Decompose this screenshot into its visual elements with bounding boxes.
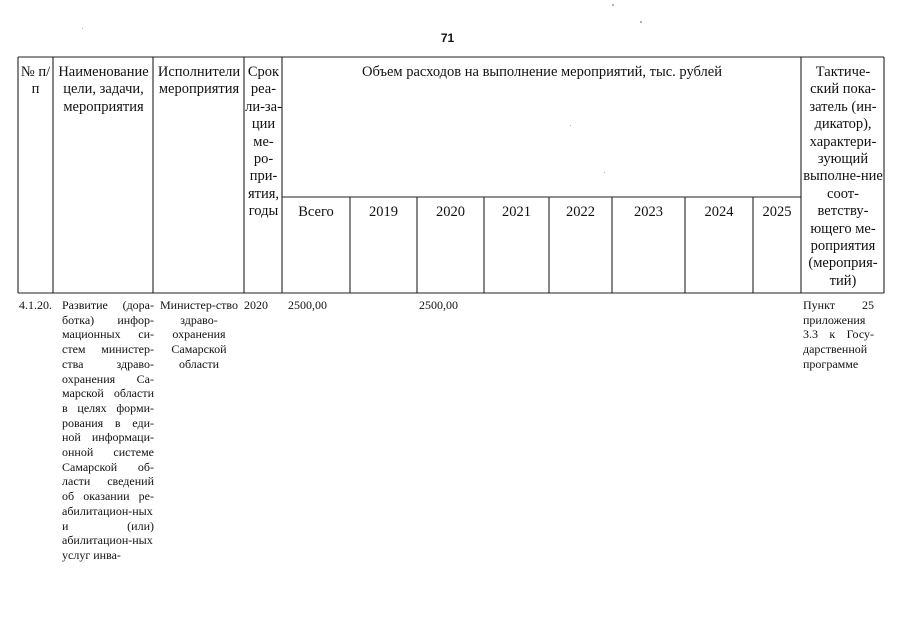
scan-speck <box>570 125 571 126</box>
row-2020: 2500,00 <box>419 298 458 312</box>
row-num: 4.1.20. <box>19 298 52 312</box>
row-indicator: Пункт 25 приложения 3.3 к Госу-дарственной программе <box>803 298 874 371</box>
scan-speck <box>82 28 83 29</box>
header-name: Наименование цели, задачи, мероприятия <box>58 64 149 115</box>
header-executors: Исполнители мероприятия <box>157 64 241 98</box>
header-year-2024: 2024 <box>704 204 734 220</box>
row-name: Развитие (дора-ботка) инфор-мационных си-стем министер-ства здраво-охранения Са-марской области в целях форми-рования в еди-ной информаци-онной системе Самарской об-ласти сведений об оказании ре-абилитацион-ных и (или) абилитацион-ных услуг инва- <box>62 298 154 562</box>
header-indicator: Тактиче-ский пока-затель (ин-дикатор), характери-зующий выполне-ние соот-ветству-ющего ме-роприятия (мероприя-тий) <box>803 64 883 289</box>
page-number: 71 <box>440 31 455 45</box>
scan-speck <box>604 172 605 173</box>
header-year-2025: 2025 <box>762 204 792 220</box>
scan-speck <box>640 21 642 23</box>
header-term: Срок реа-ли-за-ции ме-ро-при-ятия, годы <box>245 64 282 220</box>
scan-speck <box>612 4 614 6</box>
header-year-2022: 2022 <box>566 204 595 220</box>
row-executor: Министер-ство здраво-охранения Самарской области <box>160 298 238 371</box>
header-year-total: Всего <box>298 204 334 220</box>
header-year-2019: 2019 <box>369 204 398 220</box>
header-year-2023: 2023 <box>634 204 663 220</box>
row-term: 2020 <box>244 298 268 312</box>
header-year-2021: 2021 <box>502 204 531 220</box>
header-year-2020: 2020 <box>436 204 465 220</box>
header-num: № п/п <box>20 64 51 98</box>
header-expenses: Объем расходов на выполнение мероприятий, тыс. рублей <box>361 64 722 80</box>
row-total: 2500,00 <box>288 298 327 312</box>
